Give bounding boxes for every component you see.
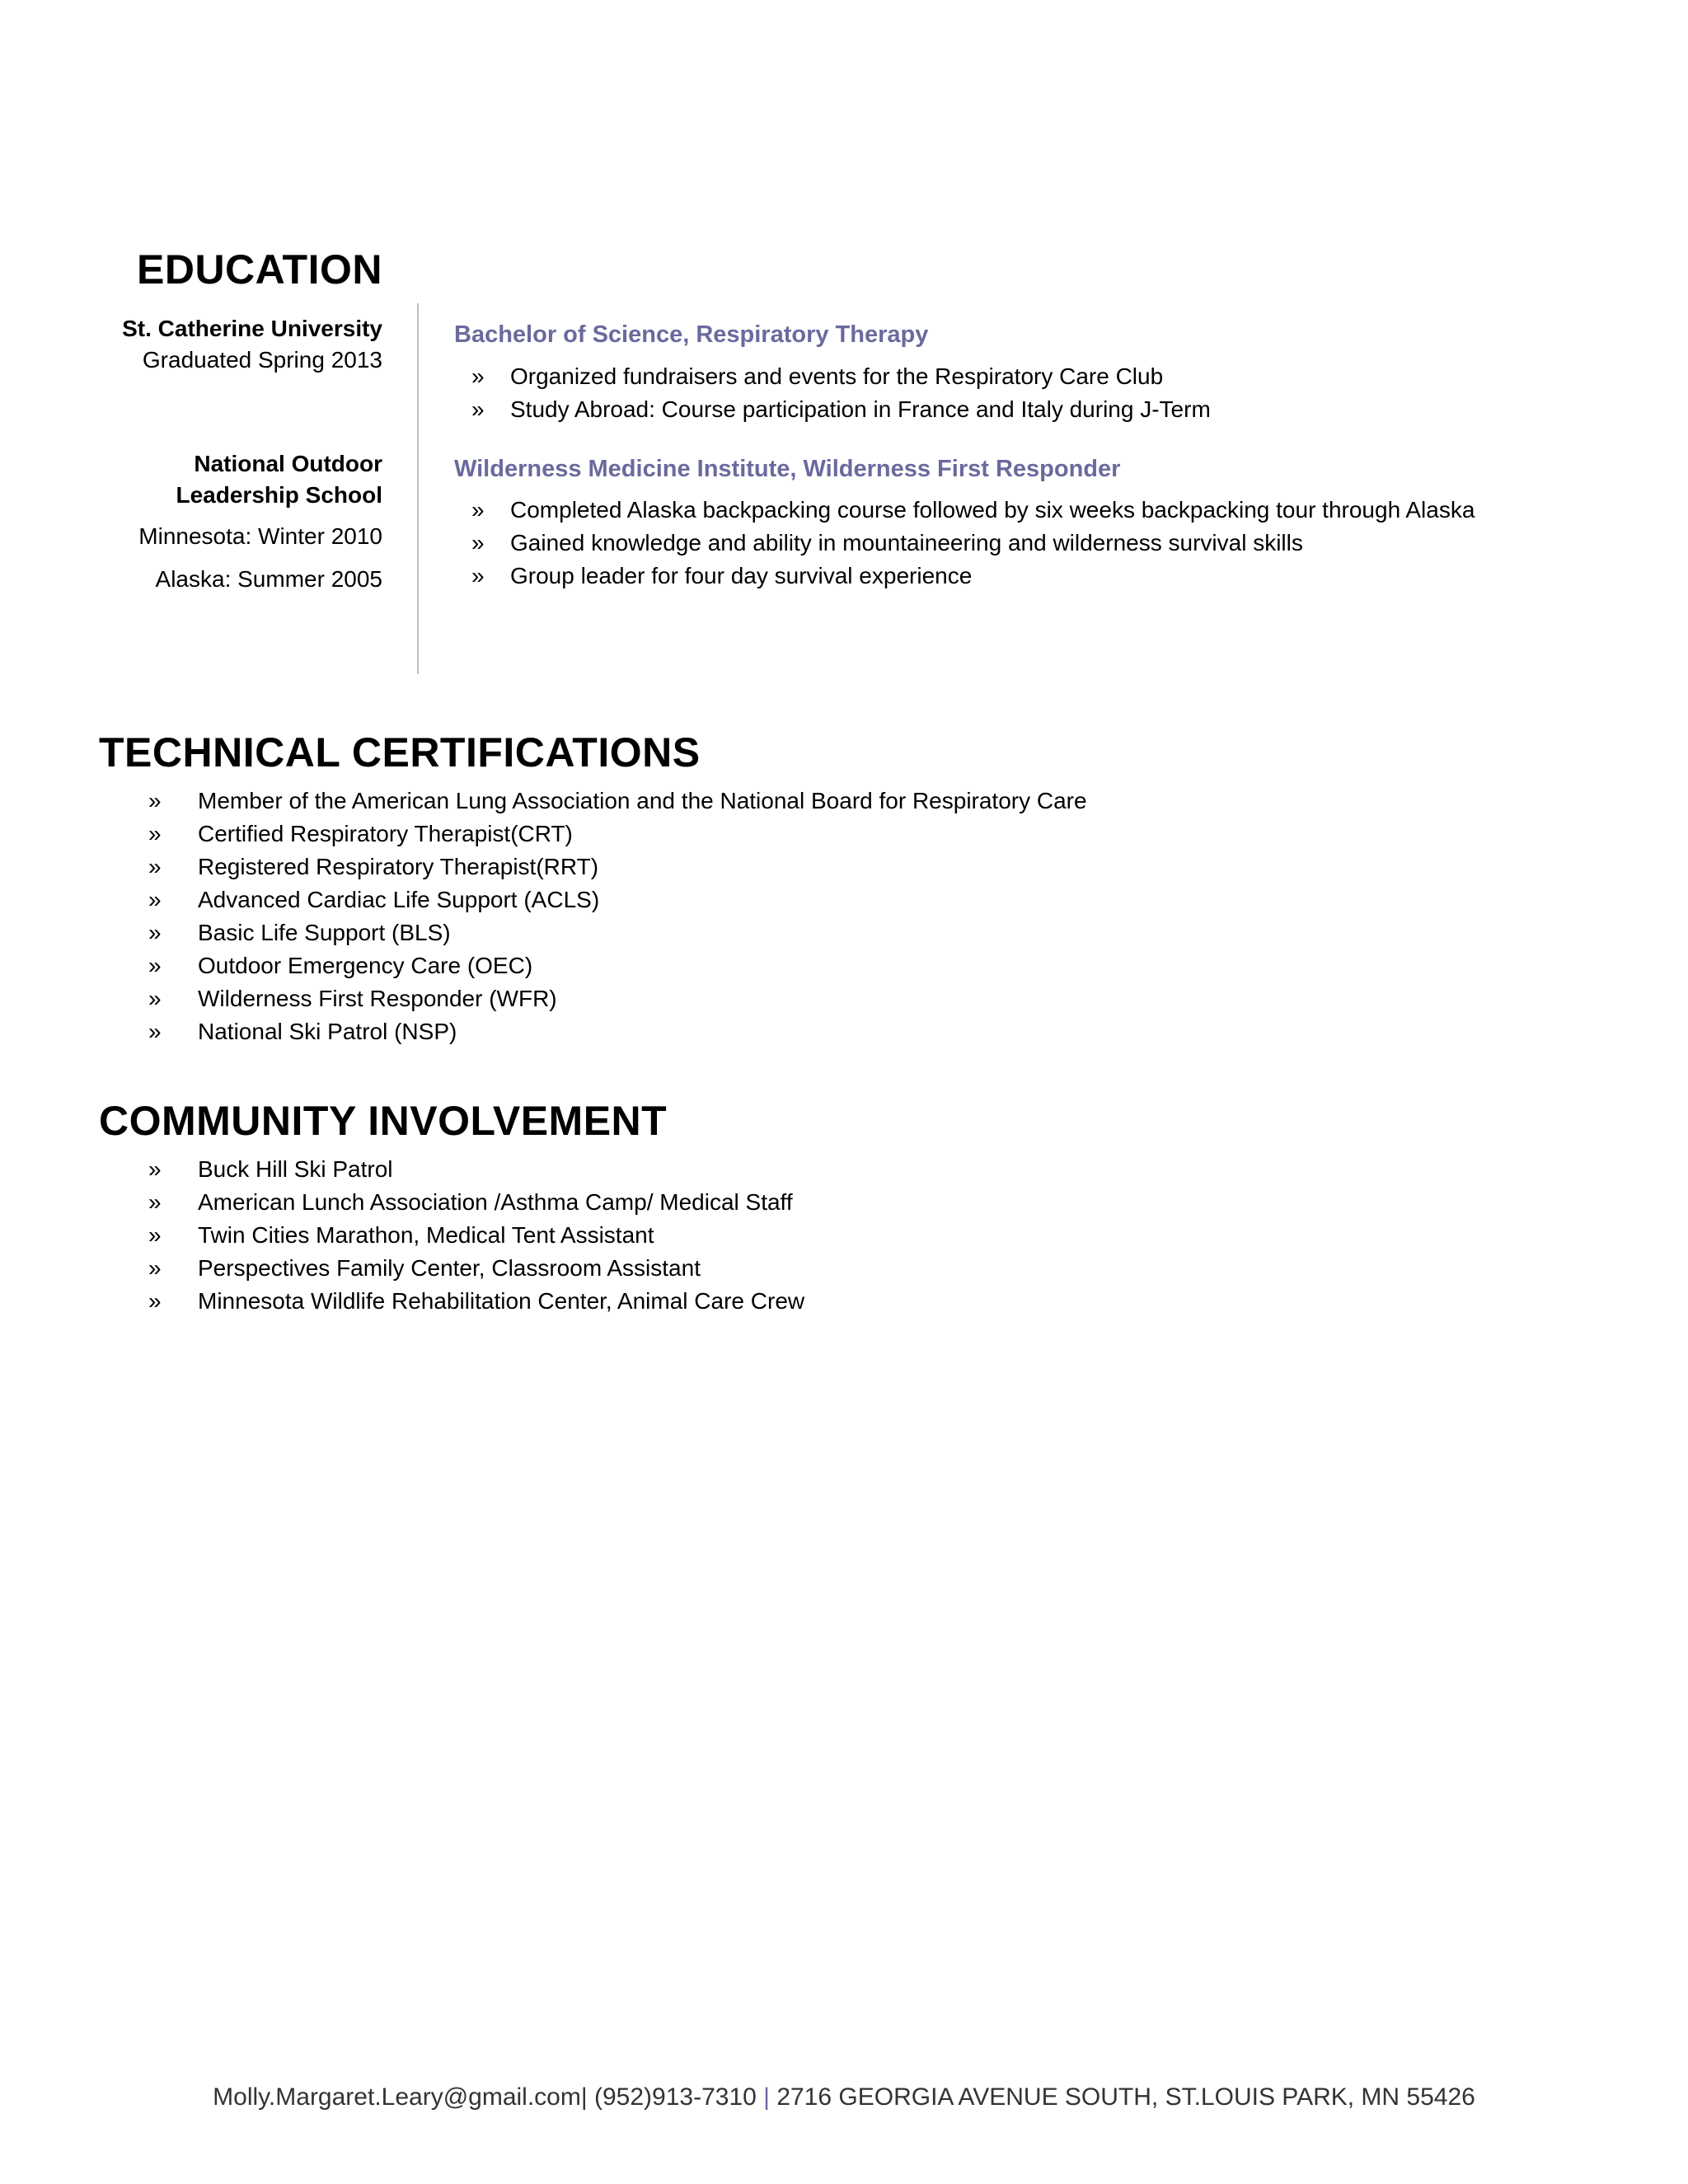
email-link[interactable]: Molly.Margaret.Leary@gmail.com	[213, 2083, 581, 2111]
bullet-marker: »	[148, 1019, 162, 1044]
list-item-text: Buck Hill Ski Patrol	[198, 1156, 393, 1182]
education-heading: EDUCATION	[136, 246, 382, 293]
bullet-marker: »	[471, 396, 485, 422]
bullet-marker: »	[471, 530, 485, 555]
attendance-date: Alaska: Summer 2005	[155, 566, 382, 592]
community-heading: COMMUNITY INVOLVEMENT	[99, 1098, 668, 1144]
bullet-marker: »	[148, 1222, 162, 1248]
bullet-marker: »	[148, 920, 162, 945]
list-item-text: Perspectives Family Center, Classroom Assistant	[198, 1255, 701, 1281]
certifications-heading: TECHNICAL CERTIFICATIONS	[99, 729, 701, 776]
list-item-text: Group leader for four day survival experience	[510, 563, 973, 588]
footer-separator: |	[763, 2083, 770, 2111]
phone-number: (952)913-7310	[594, 2083, 757, 2111]
education-entry-1-meta	[82, 313, 382, 376]
contact-footer	[0, 2083, 1688, 2111]
list-item-text: Advanced Cardiac Life Support (ACLS)	[198, 887, 600, 912]
bullet-marker: »	[148, 887, 162, 912]
list-item-text: Member of the American Lung Association and the National Board for Respiratory Care	[198, 788, 1087, 813]
list-item-text: Certified Respiratory Therapist(CRT)	[198, 821, 573, 846]
bullet-marker: »	[148, 1288, 162, 1314]
list-item-text: Registered Respiratory Therapist(RRT)	[198, 854, 599, 879]
footer-separator: |	[580, 2083, 588, 2111]
bullet-marker: »	[148, 986, 162, 1011]
list-item-text: Completed Alaska backpacking course followed by six weeks backpacking tour through Alaska	[510, 497, 1475, 523]
degree-title: Wilderness Medicine Institute, Wilderness First Responder	[454, 456, 1121, 482]
bullet-marker: »	[471, 497, 485, 523]
list-item-text: Wilderness First Responder (WFR)	[198, 986, 557, 1011]
list-item-text: National Ski Patrol (NSP)	[198, 1019, 457, 1044]
degree-title: Bachelor of Science, Respiratory Therapy	[454, 321, 929, 348]
list-item-text: Study Abroad: Course participation in France and Italy during J-Term	[510, 396, 1211, 422]
school-name: St. Catherine University	[122, 316, 382, 341]
list-item-text: Outdoor Emergency Care (OEC)	[198, 953, 533, 978]
bullet-marker: »	[148, 1156, 162, 1182]
education-divider	[417, 303, 419, 674]
list-item-text: Minnesota Wildlife Rehabilitation Center, Animal Care Crew	[198, 1288, 805, 1314]
list-item-text: Organized fundraisers and events for the Respiratory Care Club	[510, 363, 1164, 389]
bullet-marker: »	[148, 953, 162, 978]
education-entry-2-meta	[82, 448, 382, 595]
bullet-marker: »	[148, 854, 162, 879]
list-item-text: Gained knowledge and ability in mountaineering and wilderness survival skills	[510, 530, 1303, 555]
graduation-date: Graduated Spring 2013	[142, 347, 382, 373]
bullet-marker: »	[148, 1255, 162, 1281]
list-item-text: American Lunch Association /Asthma Camp/ Medical Staff	[198, 1189, 793, 1215]
school-name-line-1: National Outdoor	[194, 451, 382, 476]
bullet-marker: »	[471, 563, 485, 588]
attendance-date: Minnesota: Winter 2010	[138, 523, 382, 549]
bullet-marker: »	[148, 1189, 162, 1215]
school-name-line-2: Leadership School	[176, 482, 382, 508]
list-item-text: Basic Life Support (BLS)	[198, 920, 451, 945]
street-address: 2716 GEORGIA AVENUE SOUTH, ST.LOUIS PARK, MN 55426	[776, 2083, 1475, 2111]
bullet-marker: »	[148, 821, 162, 846]
list-item-text: Twin Cities Marathon, Medical Tent Assistant	[198, 1222, 654, 1248]
bullet-marker: »	[148, 788, 162, 813]
bullet-marker: »	[471, 363, 485, 389]
